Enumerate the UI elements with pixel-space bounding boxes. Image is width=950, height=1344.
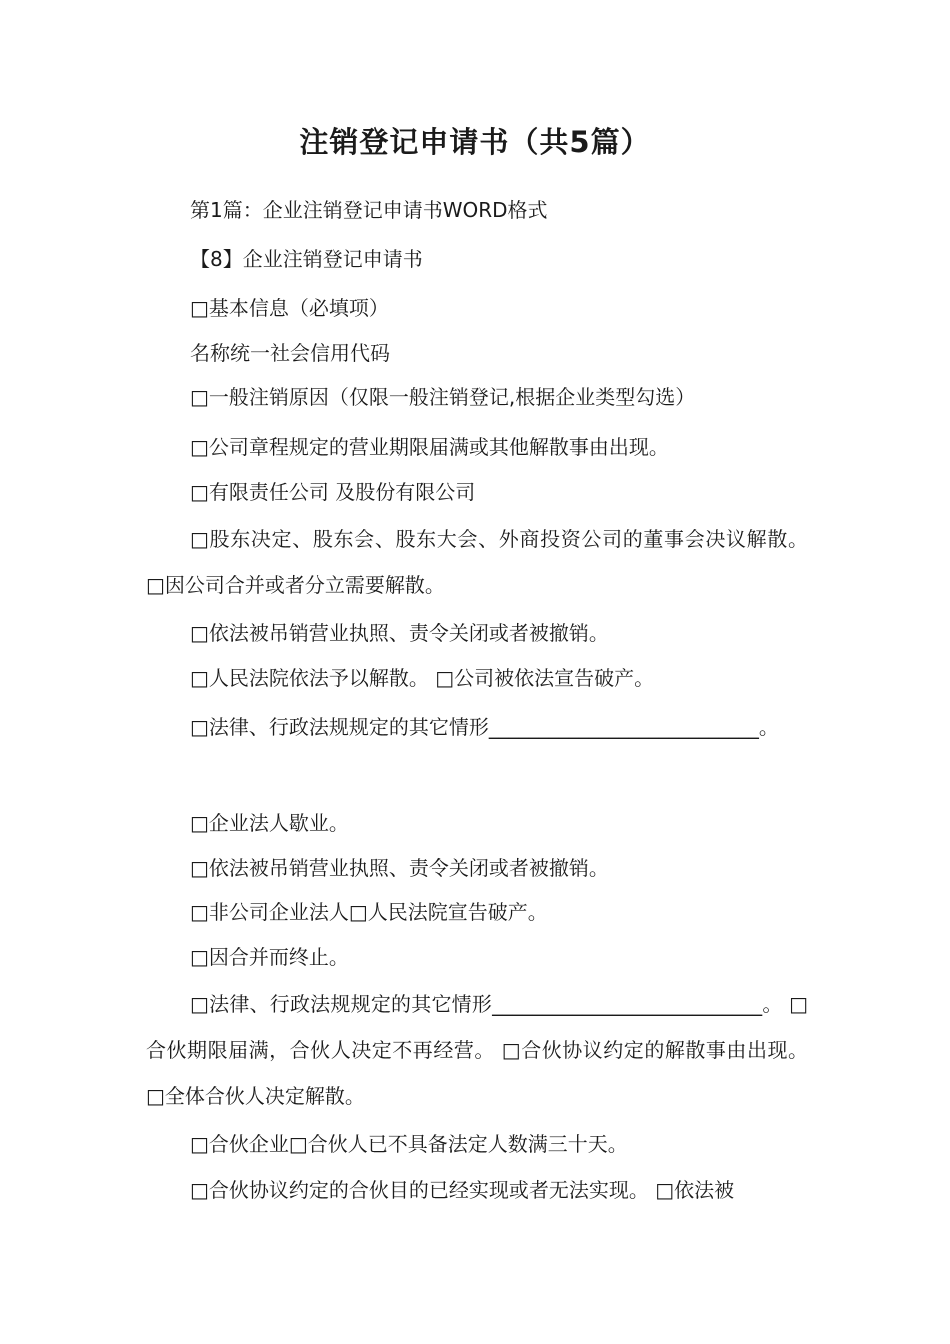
checkbox-item-partnership: □合伙企业□合伙人已不具备法定人数满三十天。 [190,1132,628,1156]
checkbox-item-company-type: □有限责任公司 及股份有限公司 [190,480,476,504]
document-title: 注销登记申请书（共5篇） [299,125,651,159]
checkbox-item-articles-expiry: □公司章程规定的营业期限届满或其他解散事由出现。 [190,435,669,459]
field-label-name-code: 名称统一社会信用代码 [190,341,390,365]
checkbox-item-general-reason: □一般注销原因（仅限一般注销登记,根据企业类型勾选） [190,385,696,409]
checkbox-item-basic-info: □基本信息（必填项） [190,296,389,320]
checkbox-item-enterprise-closure: □企业法人歇业。 [190,811,349,835]
section-heading: 第1篇：企业注销登记申请书WORD格式 [190,198,548,222]
checkbox-item-merger: □因合并而终止。 [190,945,349,969]
checkbox-item-partnership-other: □法律、行政法规规定的其它情形___________________________。 □合伙期限届满，合伙人决定不再经营。 □合伙协议约定的解散事由出现。 □全体合伙人决定解散。 [146,992,815,1108]
checkbox-item-other-circumstances: □法律、行政法规规定的其它情形___________________________。 [190,715,779,739]
checkbox-item-license-revoked: □依法被吊销营业执照、责令关闭或者被撤销。 [190,621,609,645]
checkbox-item-shareholder-decision: □股东决定、股东会、股东大会、外商投资公司的董事会决议解散。 □因公司合并或者分立需要解散。 [146,527,815,597]
checkbox-item-non-company: □非公司企业法人□人民法院宣告破产。 [190,900,548,924]
checkbox-item-partnership-purpose: □合伙协议约定的合伙目的已经实现或者无法实现。 □依法被 [190,1178,735,1202]
checkbox-item-court-dissolution: □人民法院依法予以解散。 □公司被依法宣告破产。 [190,666,655,690]
checkbox-item-license-revoked-2: □依法被吊销营业执照、责令关闭或者被撤销。 [190,856,609,880]
form-title: 【8】企业注销登记申请书 [190,247,423,271]
